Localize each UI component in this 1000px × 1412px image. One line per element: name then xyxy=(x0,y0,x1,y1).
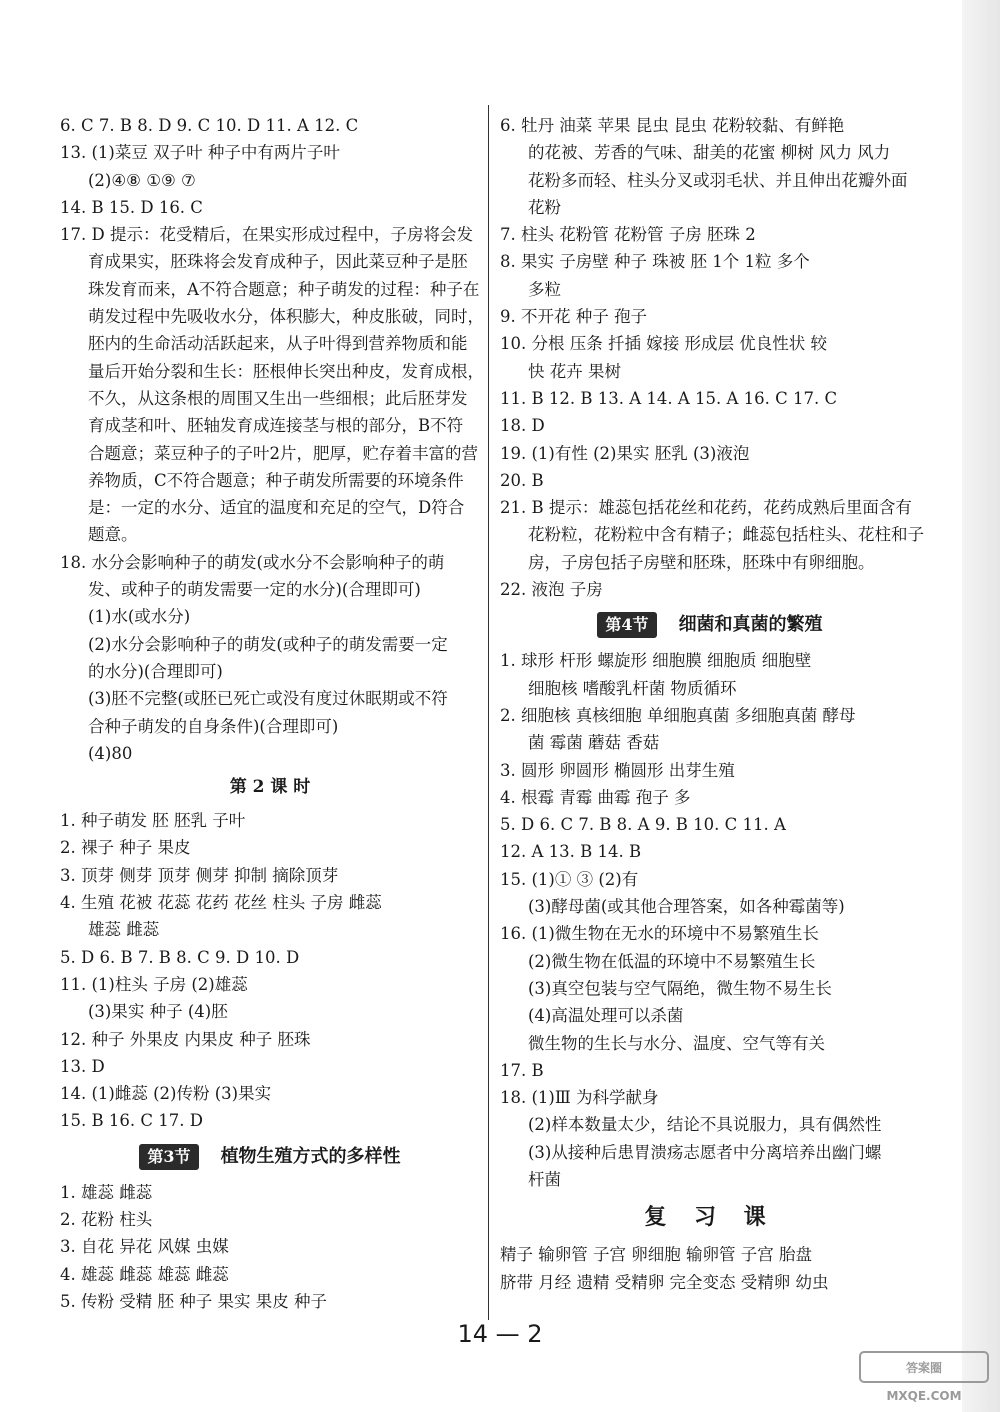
answer-line: 5. 传粉 受精 胚 种子 果实 果皮 种子 xyxy=(60,1291,327,1311)
section-heading xyxy=(500,603,920,647)
page-number: 14 — 2 xyxy=(457,1320,543,1348)
page-edge-shadow xyxy=(962,0,1000,1412)
answer-continuation: 花粉 xyxy=(528,197,561,217)
answer-continuation: 量后开始分裂和生长：胚根伸长突出种皮，发育成根， xyxy=(88,361,484,381)
answer-line: 4. 生殖 花被 花蕊 花药 花丝 柱头 子房 雌蕊 xyxy=(60,893,382,913)
answer-subline: 合种子萌发的自身条件)(合理即可) xyxy=(88,716,339,736)
answer-subline: (3)真空包装与空气隔绝，微生物不易生长 xyxy=(528,978,832,998)
answer-continuation: 养物质，C不符合题意；种子萌发所需要的环境条件 xyxy=(88,470,464,490)
answer-subline: 的水分)(合理即可) xyxy=(88,661,223,681)
column-divider xyxy=(488,105,489,1320)
answer-continuation: 是：一定的水分、适宜的温度和充足的空气，D符合 xyxy=(88,498,465,518)
answer-line: 7. 柱头 花粉管 花粉管 子房 胚珠 2 xyxy=(500,225,756,245)
section-heading xyxy=(60,1135,480,1179)
answer-line: 14. (1)雌蕊 (2)传粉 (3)果实 xyxy=(60,1084,272,1104)
answer-line: 19. (1)有性 (2)果实 胚乳 (3)液泡 xyxy=(500,443,750,463)
answer-line: 22. 液泡 子房 xyxy=(500,580,603,600)
answer-subline: (2)④⑧ ①⑨ ⑦ xyxy=(88,170,196,190)
answer-line: 3. 自花 异花 风媒 虫媒 xyxy=(60,1237,229,1257)
answer-continuation: 珠发育而来，A不符合题意；种子萌发的过程：种子在 xyxy=(88,279,480,299)
answer-line: 10. 分根 压条 扦插 嫁接 形成层 优良性状 较 xyxy=(500,334,827,354)
watermark-bottom: MXQE.COM xyxy=(886,1389,962,1403)
answer-line: 21. B 提示：雄蕊包括花丝和花药，花药成熟后里面含有 xyxy=(500,498,912,518)
answer-line: 12. A 13. B 14. B xyxy=(500,842,642,862)
answer-line: 1. 种子萌发 胚 胚乳 子叶 xyxy=(60,811,246,831)
answer-line: 13. D xyxy=(60,1056,105,1076)
answer-line: 15. B 16. C 17. D xyxy=(60,1111,203,1131)
answer-line: 18. D xyxy=(500,416,545,436)
answer-line: 5. D 6. C 7. B 8. A 9. B 10. C 11. A xyxy=(500,815,786,835)
answer-line: 11. B 12. B 13. A 14. A 15. A 16. C 17. C xyxy=(500,388,838,408)
answer-subline: (4)高温处理可以杀菌 xyxy=(528,1006,684,1026)
section-badge: 第4节 xyxy=(597,612,656,638)
answer-continuation: 房，子房包括子房壁和胚珠，胚珠中有卵细胞。 xyxy=(528,552,875,572)
answer-line: 14. B 15. D 16. C xyxy=(60,197,203,217)
answer-line: 4. 根霉 青霉 曲霉 孢子 多 xyxy=(500,787,691,807)
answer-line: 2. 细胞核 真核细胞 单细胞真菌 多细胞真菌 酵母 xyxy=(500,705,856,725)
answer-line: 2. 花粉 柱头 xyxy=(60,1209,153,1229)
answer-line: 16. (1)微生物在无水的环境中不易繁殖生长 xyxy=(500,924,819,944)
answer-continuation: 雄蕊 雌蕊 xyxy=(88,920,160,940)
answer-continuation: 萌发过程中先吸收水分，体积膨大，种皮胀破，同时， xyxy=(88,307,484,327)
answer-continuation: 胚内的生命活动活跃起来，从子叶得到营养物质和能 xyxy=(88,334,468,354)
answer-line: 4. 雄蕊 雌蕊 雄蕊 雌蕊 xyxy=(60,1264,229,1284)
answer-continuation: 发、或种子的萌发需要一定的水分)(合理即可) xyxy=(88,580,421,600)
section-title: 植物生殖方式的多样性 xyxy=(220,1145,401,1167)
answer-line: 9. 不开花 种子 孢子 xyxy=(500,307,647,327)
answer-line: 6. C 7. B 8. D 9. C 10. D 11. A 12. C xyxy=(60,116,359,135)
answer-line: 3. 圆形 卵圆形 椭圆形 出芽生殖 xyxy=(500,760,735,780)
answer-continuation: 菌 霉菌 蘑菇 香菇 xyxy=(528,733,660,753)
answer-continuation: 细胞核 嗜酸乳杆菌 物质循环 xyxy=(528,678,737,698)
answer-line: 11. (1)柱头 子房 (2)雄蕊 xyxy=(60,974,248,994)
answer-continuation: 多粒 xyxy=(528,279,561,299)
answer-subline: (2)微生物在低温的环境中不易繁殖生长 xyxy=(528,951,816,971)
right-column xyxy=(500,112,924,1296)
answer-subline: (3)胚不完整(或胚已死亡或没有度过休眠期或不符 xyxy=(88,689,448,709)
answer-line: 3. 顶芽 侧芽 顶芽 侧芽 抑制 摘除顶芽 xyxy=(60,865,339,885)
answer-subline: (2)水分会影响种子的萌发(或种子的萌发需要一定 xyxy=(88,634,448,654)
answer-continuation: 花粉多而轻、柱头分叉或羽毛状、并且伸出花瓣外面 xyxy=(528,170,908,190)
answer-line: 17. B xyxy=(500,1060,544,1080)
answer-subline: (3)酵母菌(或其他合理答案，如各种霉菌等) xyxy=(528,897,845,917)
answer-continuation: 育成果实，胚珠将会发育成种子，因此菜豆种子是胚 xyxy=(88,252,468,272)
answer-subline: 杆菌 xyxy=(528,1169,561,1189)
answer-line: 精子 输卵管 子宫 卵细胞 输卵管 子宫 胎盘 xyxy=(500,1245,812,1265)
answer-continuation: 不久，从这条根的周围又生出一些细根；此后胚芽发 xyxy=(88,388,468,408)
answer-continuation: 育成茎和叶、胚轴发育成连接茎与根的部分，B不符 xyxy=(88,416,464,436)
review-heading: 复 习 课 xyxy=(644,1204,776,1231)
answer-line: 12. 种子 外果皮 内果皮 种子 胚珠 xyxy=(60,1029,311,1049)
section-badge: 第3节 xyxy=(139,1144,198,1170)
answer-line: 脐带 月经 遗精 受精卵 完全变态 受精卵 幼虫 xyxy=(500,1272,829,1292)
answer-line: 8. 果实 子房壁 种子 珠被 胚 1个 1粒 多个 xyxy=(500,252,810,272)
answer-subline: (3)果实 种子 (4)胚 xyxy=(88,1002,228,1022)
answer-subline: (1)水(或水分) xyxy=(88,607,191,627)
answer-continuation: 题意。 xyxy=(88,525,138,545)
answer-continuation: 快 花卉 果树 xyxy=(528,361,621,381)
left-column xyxy=(60,112,484,1315)
lesson-heading: 第 2 课 时 xyxy=(229,777,311,798)
answer-continuation: 花粉粒，花粉粒中含有精子；雌蕊包括柱头、花柱和子 xyxy=(528,525,924,545)
answer-line: 18. (1)Ⅲ 为科学献身 xyxy=(500,1088,659,1108)
answer-continuation: 合题意；菜豆种子的子叶2片，肥厚，贮存着丰富的营 xyxy=(88,443,478,463)
answer-line: 1. 球形 杆形 螺旋形 细胞膜 细胞质 细胞壁 xyxy=(500,651,812,671)
section-title: 细菌和真菌的繁殖 xyxy=(678,614,823,636)
answer-line: 2. 裸子 种子 果皮 xyxy=(60,838,191,858)
watermark-logo xyxy=(858,1350,990,1406)
answer-subline: (4)80 xyxy=(88,743,133,763)
answer-subline: (3)从接种后患胃溃疡志愿者中分离培养出幽门螺 xyxy=(528,1142,882,1162)
answer-subline: 微生物的生长与水分、温度、空气等有关 xyxy=(528,1033,825,1053)
answer-line: 1. 雄蕊 雌蕊 xyxy=(60,1182,153,1202)
answer-subline: (2)样本数量太少，结论不具说服力，具有偶然性 xyxy=(528,1115,882,1135)
watermark-top: 答案圈 xyxy=(905,1361,943,1375)
answer-line: 18. 水分会影响种子的萌发(或水分不会影响种子的萌 xyxy=(60,552,445,572)
answer-line: 13. (1)菜豆 双子叶 种子中有两片子叶 xyxy=(60,143,340,163)
answer-line: 5. D 6. B 7. B 8. C 9. D 10. D xyxy=(60,947,300,967)
answer-line: 6. 牡丹 油菜 苹果 昆虫 昆虫 花粉较黏、有鲜艳 xyxy=(500,116,845,135)
answer-line: 17. D 提示：花受精后，在果实形成过程中，子房将会发 xyxy=(60,225,473,245)
answer-line: 20. B xyxy=(500,470,544,490)
answer-line: 15. (1)① ③ (2)有 xyxy=(500,869,639,889)
answer-continuation: 的花被、芳香的气味、甜美的花蜜 柳树 风力 风力 xyxy=(528,143,891,163)
